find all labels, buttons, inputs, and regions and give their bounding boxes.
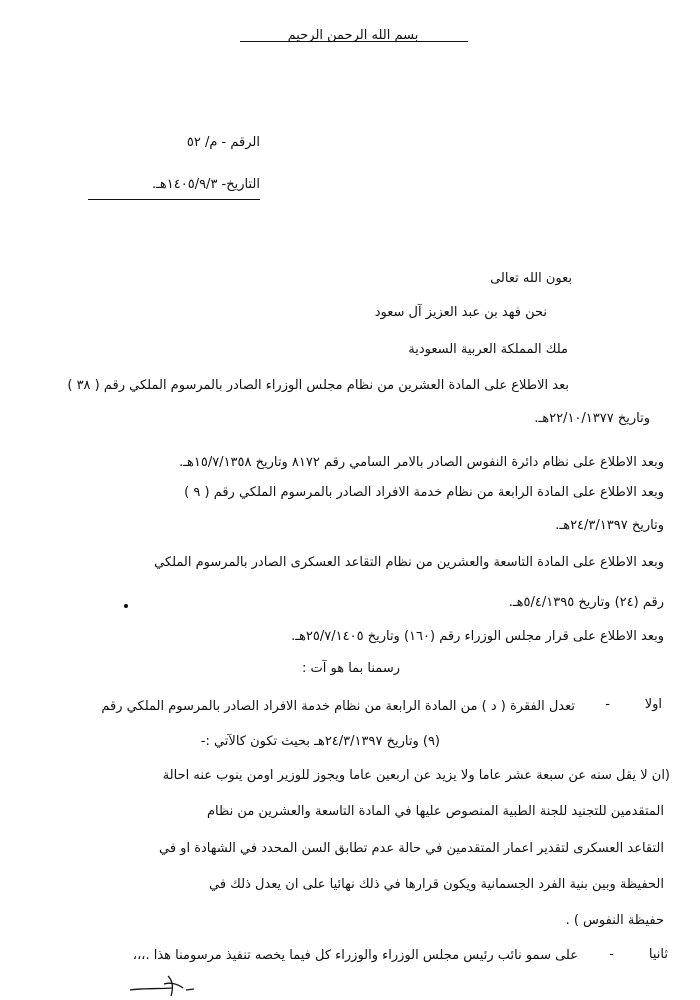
signature-mark — [128, 970, 198, 998]
preamble-line: وبعد الاطلاع على نظام دائرة النفوس الصادر بالامر السامي رقم ٨١٧٢ وتاريخ ١٥/٧/١٣٥٨هـ. — [179, 455, 664, 470]
basmala: بسم الله الرحمن الرحيم — [287, 28, 419, 43]
article-one-line: تعدل الفقرة ( د ) من المادة الرابعة من نظام خدمة الافراد الصادر بالمرسوم الملكي رقم — [101, 699, 575, 714]
quoted-text-line: التقاعد العسكرى لتقدير اعمار المتقدمين في حالة عدم تطابق السن المحدد في الشهادة او في — [158, 841, 664, 856]
date-underline — [88, 199, 260, 200]
reference-number: الرقم - م/ ٥٢ — [186, 135, 260, 150]
preamble-line: وبعد الاطلاع على المادة التاسعة والعشرين من نظام التقاعد العسكرى الصادر بالمرسوم الملكي — [154, 555, 664, 570]
ink-dot — [124, 604, 128, 608]
preamble-line: بعد الاطلاع على المادة العشرين من نظام مجلس الوزراء الصادر بالمرسوم الملكي رقم ( ٣٨ ) — [67, 378, 569, 393]
quoted-text-line: المتقدمين للتجنيد للجنة الطبية المنصوص عليها في المادة التاسعة والعشرين من نظام — [207, 804, 664, 819]
quoted-text-line: (ان لا يقل سنه عن سبعة عشر عاما ولا يزيد عن اربعين عاما ويجوز للوزير اومن ينوب عنه احالة — [162, 768, 670, 783]
article-one-label: اولا — [644, 697, 662, 712]
king-name: نحن فهد بن عبد العزيز آل سعود — [374, 305, 547, 320]
invocation: بعون الله تعالى — [490, 271, 572, 286]
article-two-dash: - — [609, 947, 614, 962]
article-two-line: على سمو نائب رئيس مجلس الوزراء والوزراء كل فيما يخصه تنفيذ مرسومنا هذا .،،، — [132, 948, 578, 963]
article-one-line: (٩) وتاريخ ٢٤/٣/١٣٩٧هـ بحيث تكون كالآتي :- — [200, 734, 440, 749]
preamble-line: وتاريخ ٢٢/١٠/١٣٧٧هـ. — [534, 411, 650, 426]
hijri-date: التاريخ- ١٤٠٥/٩/٣هـ. — [151, 177, 260, 192]
article-two-label: ثانيا — [648, 947, 668, 962]
quoted-text-line: حفيظة النفوس ) . — [565, 913, 664, 928]
quoted-text-line: الحفيظة وبين بنية الفرد الجسمانية ويكون قرارها في ذلك نهائيا على ان يعدل ذلك في — [209, 877, 664, 892]
article-one-dash: - — [605, 697, 610, 712]
preamble-line: وبعد الاطلاع على المادة الرابعة من نظام خدمة الافراد الصادر بالمرسوم الملكي رقم ( ٩ ) — [184, 485, 664, 500]
basmala-underline — [240, 41, 468, 42]
decree-heading: رسمنا بما هو آت : — [302, 661, 400, 676]
preamble-line: وتاريخ ٢٤/٣/١٣٩٧هـ. — [555, 518, 664, 533]
preamble-line: رقم (٢٤) وتاريخ ٥/٤/١٣٩٥هـ. — [508, 595, 664, 610]
preamble-line: وبعد الاطلاع على قرار مجلس الوزراء رقم (١٦٠) وتاريخ ٢٥/٧/١٤٠٥هـ. — [291, 629, 664, 644]
king-title: ملك المملكة العربية السعودية — [408, 342, 568, 357]
